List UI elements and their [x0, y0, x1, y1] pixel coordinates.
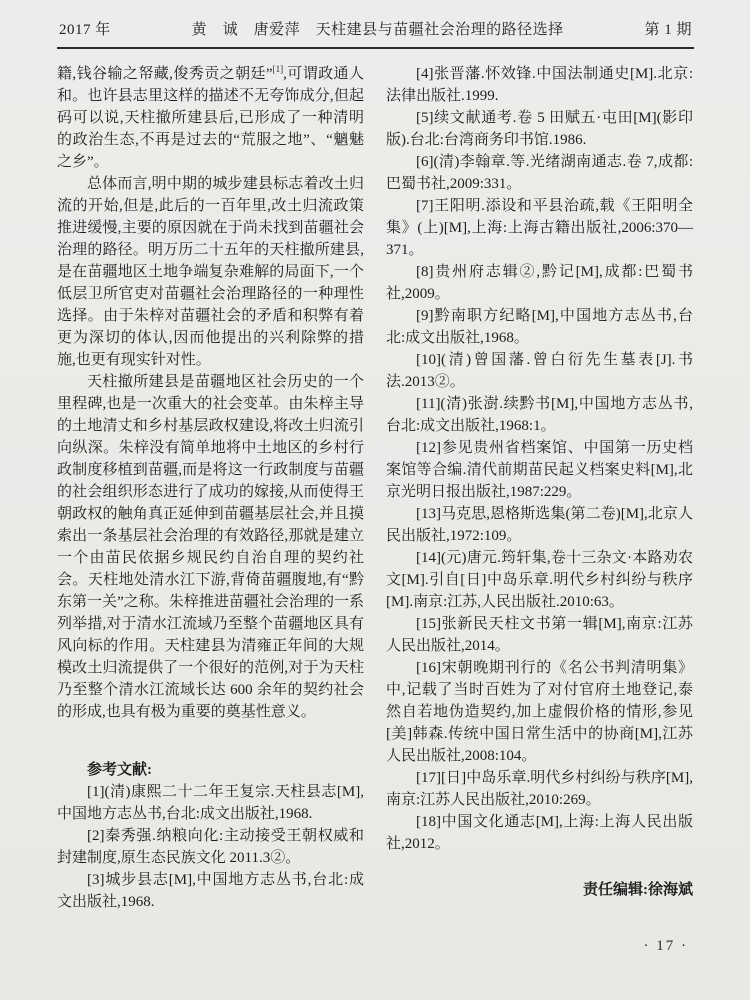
reference-item: [14](元)唐元.筠轩集,卷十三杂文·本路劝农文[M].引自[日]中岛乐章.明代乡村纠纷与秩序[M].南京:江苏,人民出版社.2010:63。 — [386, 550, 693, 610]
reference-item: [4]张晋藩.怀效锋.中国法制通史[M].北京:法律出版社.1999. — [386, 66, 693, 104]
reference-item: [1](清)康熙二十二年王复宗.天柱县志[M],中国地方志丛书,台北:成文出版社,1968. — [57, 784, 364, 822]
reference-item: [9]黔南职方纪略[M],中国地方志丛书,台北:成文出版社,1968。 — [386, 308, 693, 346]
right-column — [386, 63, 693, 913]
reference-item: [10](清)曾国藩.曾白衍先生墓表[J].书法.2013②。 — [386, 352, 693, 390]
journal-page — [57, 18, 694, 913]
article-body — [57, 63, 694, 913]
header-rule — [57, 47, 694, 49]
reference-item: [18]中国文化通志[M],上海:上海人民出版社,2012。 — [386, 814, 693, 852]
body-paragraph: 天柱撤所建县是苗疆地区社会历史的一个里程碑,也是一次重大的社会变革。由朱梓主导的土地清丈和乡村基层政权建设,将改土归流引向纵深。朱梓没有简单地将中土地区的乡村行政制度移植到苗疆,而是将这一行政制度与苗疆的社会组织形态进行了成功的嫁接,从而使得王朝政权的触角真正延伸到苗疆基层社会,并且摸索出一条基层社会治理的有效路径,那就是建立一个由苗民依据乡规民约自治自理的契约社会。天柱地处清水江下游,背倚苗疆腹地,有“黔东第一关”之称。朱梓推进苗疆社会治理的一系列举措,对于清水江流域乃至整个苗疆地区具有风向标的作用。天柱建县为清雍正年间的大规模改土归流提供了一个很好的范例,对于为天柱乃至整个清水江流域长达 600 余年的契约社会的形成,也具有极为重要的奠基性意义。 — [57, 374, 364, 720]
reference-item: [16]宋朝晚期刊行的《名公书判清明集》中,记载了当时百姓为了对付官府土地登记,泰然自若地伪造契约,加上虚假价格的情形,参见[美]韩森.传统中国日常生活中的协商[M],江苏人民出版社,2008:104。 — [386, 660, 693, 764]
page-header — [57, 18, 694, 39]
paragraph-text: ,可谓政通人和。也许县志里这样的描述不无夸饰成分,但起码可以说,天柱撤所建县后,已形成了一种清明的政治生态,不再是过去的“荒服之地”、“魑魅之乡”。 — [57, 66, 364, 170]
footnote-marker: [1] — [272, 64, 284, 74]
references-heading: 参考文献: — [87, 762, 152, 778]
reference-item: [7]王阳明.添设和平县治疏,载《王阳明全集》(上)[M],上海:上海古籍出版社,2006:370—371。 — [386, 198, 693, 258]
reference-item: [6](清)李翰章.等.光绪湖南通志.卷 7,成都:巴蜀书社,2009:331。 — [386, 154, 693, 192]
left-column — [57, 63, 364, 913]
reference-item: [11](清)张澍.续黔书[M],中国地方志丛书,台北:成文出版社,1968:1。 — [386, 396, 693, 434]
body-paragraph-continuation — [57, 63, 364, 173]
header-issue: 第 1 期 — [644, 22, 692, 38]
reference-item: [8]贵州府志辑②,黔记[M],成都:巴蜀书社,2009。 — [386, 264, 693, 302]
reference-item: [5]续文献通考.卷 5 田赋五·屯田[M](影印版).台北:台湾商务印书馆.1986. — [386, 110, 693, 148]
reference-item: [2]秦秀强.纳粮向化:主动接受王朝权威和封建制度,原生态民族文化 2011.3②。 — [57, 828, 364, 866]
header-running-title: 黄 诚 唐爱萍 天柱建县与苗疆社会治理的路径选择 — [191, 22, 564, 38]
page-number: · 17 · — [643, 938, 688, 954]
paragraph-text: 籍,钱谷输之帑藏,俊秀贡之朝廷” — [57, 66, 273, 82]
reference-item: [3]城步县志[M],中国地方志丛书,台北:成文出版社,1968. — [57, 872, 364, 910]
reference-item: [15]张新民天柱文书第一辑[M],南京:江苏人民出版社,2014。 — [386, 616, 693, 654]
reference-item: [13]马克思,恩格斯选集(第二卷)[M],北京人民出版社,1972:109。 — [386, 506, 693, 544]
header-year: 2017 年 — [59, 22, 111, 38]
reference-item: [12]参见贵州省档案馆、中国第一历史档案馆等合编.清代前期苗民起义档案史料[M],北京光明日报出版社,1987:229。 — [386, 440, 693, 500]
body-paragraph: 总体而言,明中期的城步建县标志着改土归流的开始,但是,此后的一百年里,改土归流政策推进缓慢,主要的原因就在于尚未找到苗疆社会治理的路径。明万历二十五年的天柱撤所建县,是在苗疆地区土地争端复杂难解的局面下,一个低层卫所官吏对苗疆社会治理路径的一种理性选择。由于朱梓对苗疆社会的矛盾和积弊有着更为深切的体认,因而他提出的兴利除弊的措施,也更有现实针对性。 — [57, 176, 364, 368]
editor-line: 责任编辑:徐海斌 — [583, 882, 693, 898]
reference-item: [17][日]中岛乐章.明代乡村纠纷与秩序[M],南京:江苏人民出版社,2010:269。 — [386, 770, 693, 808]
